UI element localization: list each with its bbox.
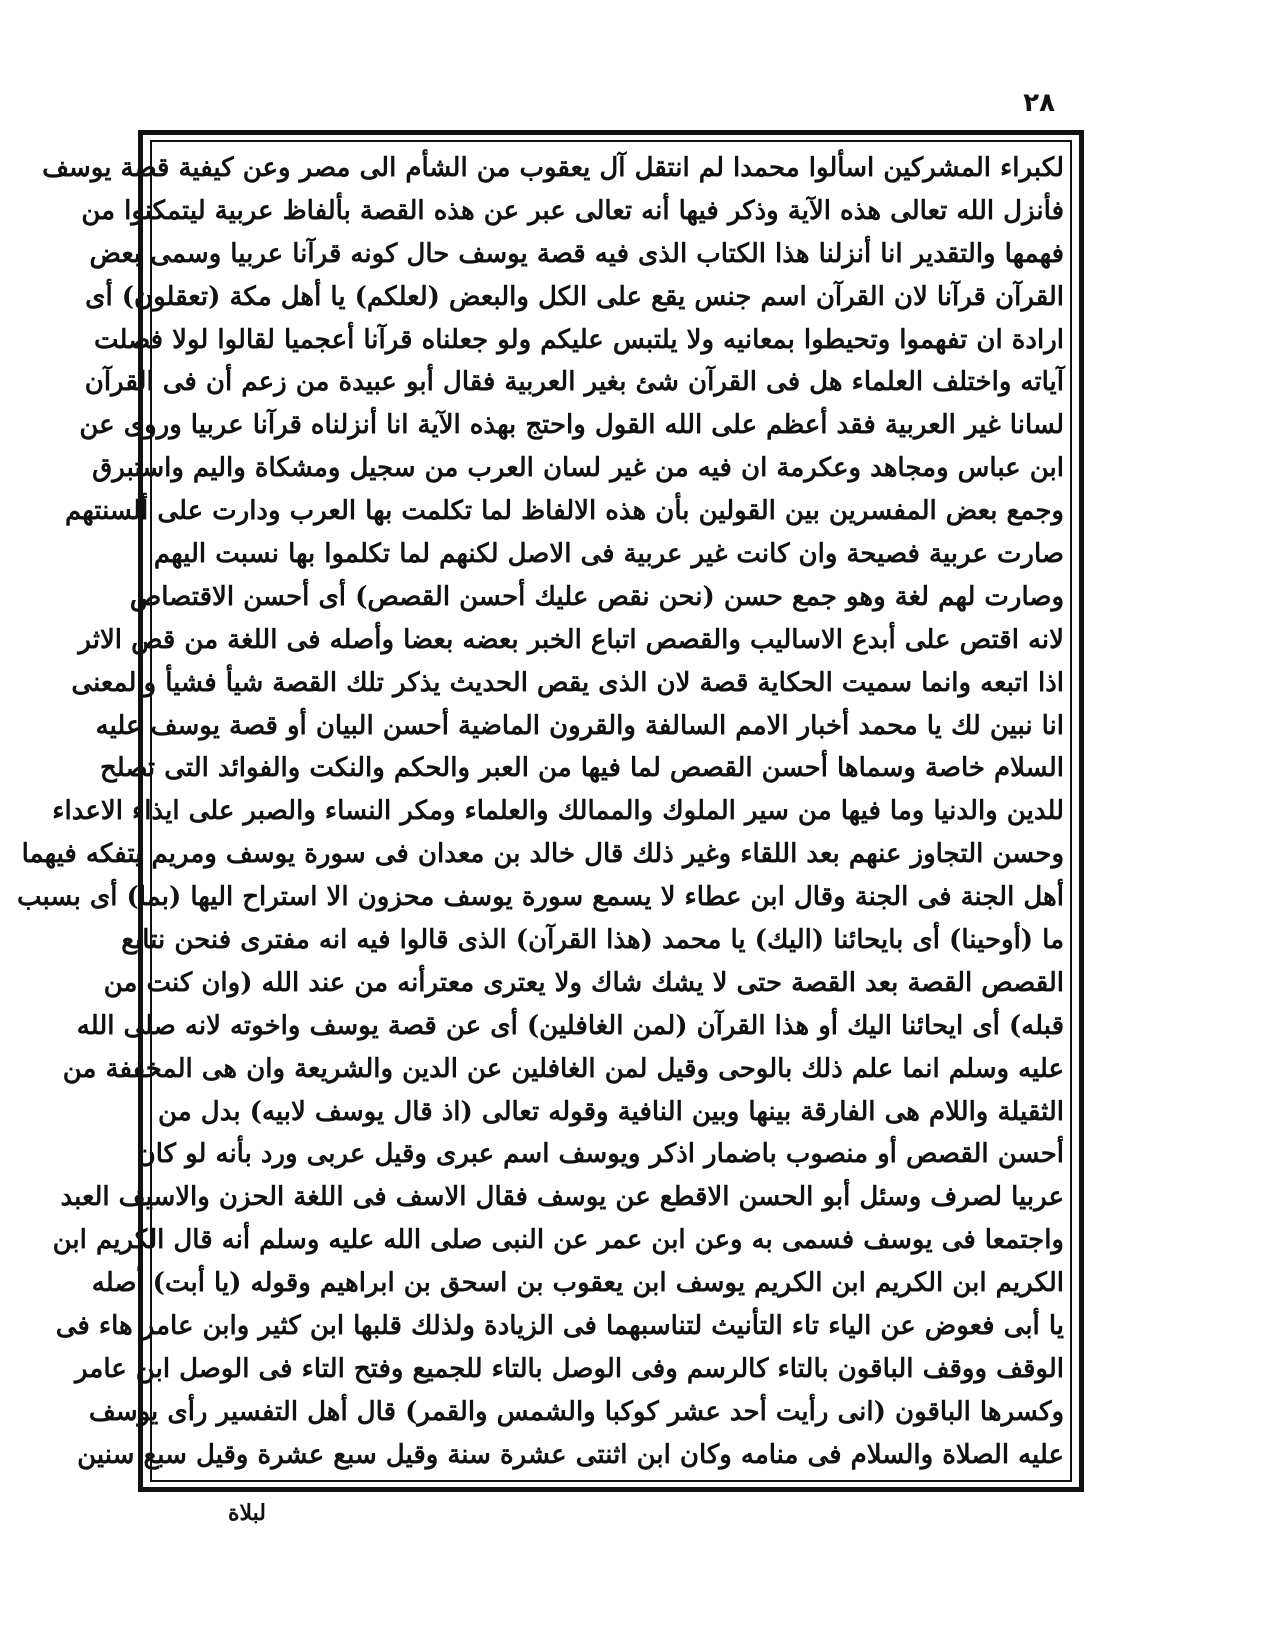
text-line: واجتمعا فى يوسف فسمى به وعن ابن عمر عن النبى صلى الله عليه وسلم أنه قال الكريم ابن xyxy=(52,1225,1064,1256)
text-line: يا أبى فعوض عن الياء تاء التأنيث لتناسبهما فى الزيادة ولذلك قلبها ابن كثير وابن عامر هاء فى xyxy=(55,1311,1064,1342)
text-line: ارادة ان تفهموا وتحيطوا بمعانيه ولا يلتبس عليكم ولو جعلناه قرآنا أعجميا لقالوا لولا فصلت xyxy=(93,324,1064,355)
text-line: السلام خاصة وسماها أحسن القصص لما فيها من العبر والحكم والنكت والفوائد التى تصلح xyxy=(99,753,1064,784)
text-line: صارت عربية فصيحة وان كانت غير عربية فى الاصل لكنهم لما تكلموا بها نسبت اليهم xyxy=(153,539,1064,570)
text-line: ما (أوحينا) أى بايحائنا (اليك) يا محمد (هذا القرآن) الذى قالوا فيه انه مفترى فنحن نتابع xyxy=(121,925,1064,956)
text-line: القرآن قرآنا لان القرآن اسم جنس يقع على الكل والبعض (لعلكم) يا أهل مكة (تعقلون) أى xyxy=(85,281,1064,312)
text-line: عليه الصلاة والسلام فى منامه وكان ابن اثنتى عشرة سنة وقيل سبع عشرة وقيل سبع سنين xyxy=(77,1439,1064,1470)
text-line: وحسن التجاوز عنهم بعد اللقاء وغير ذلك قال خالد بن معدان فى سورة يوسف ومريم يتفكه فيهما xyxy=(21,839,1064,870)
text-line: انا نبين لك يا محمد أخبار الامم السالفة والقرون الماضية أحسن البيان أو قصة يوسف عليه xyxy=(95,710,1064,741)
text-line: للدين والدنيا وما فيها من سير الملوك والممالك والعلماء ومكر النساء والصبر على ايذاء الاعداء xyxy=(52,796,1064,827)
text-line: اذا اتبعه وانما سميت الحكاية قصة لان الذى يقص الحديث يذكر تلك القصة شيأ فشيأ والمعنى xyxy=(71,667,1064,698)
text-line: آياته واختلف العلماء هل فى القرآن شئ بغير العربية فقال أبو عبيدة من زعم أن فى القرآن xyxy=(84,367,1064,398)
text-line: ابن عباس ومجاهد وعكرمة ان فيه من غير لسان العرب من سجيل ومشكاة واليم واستبرق xyxy=(92,453,1064,484)
text-line: لكبراء المشركين اسألوا محمدا لم انتقل آل يعقوب من الشأم الى مصر وعن كيفية قصة يوسف xyxy=(42,153,1064,183)
text-line: وجمع بعض المفسرين بين القولين بأن هذه الالفاظ لما تكلمت بها العرب ودارت على ألسنتهم xyxy=(64,496,1064,527)
page-number: ٢٨ xyxy=(1023,88,1055,118)
catchword: لبلاة xyxy=(228,1500,266,1526)
text-line: القصص القصة بعد القصة حتى لا يشك شاك ولا يعترى معترأنه من عند الله (وان كنت من xyxy=(103,967,1064,998)
text-line: عليه وسلم انما علم ذلك بالوحى وقيل لمن الغافلين عن الدين والشريعة وان هى المخففة من xyxy=(62,1053,1064,1084)
text-line: الكريم ابن الكريم ابن الكريم يوسف ابن يعقوب بن اسحق بن ابراهيم وقوله (يا أبت) أصله xyxy=(91,1268,1064,1299)
text-line: فأنزل الله تعالى هذه الآية وذكر فيها أنه تعالى عبر عن هذه القصة بألفاظ عربية ليتمكنوا من xyxy=(81,195,1064,226)
text-line: أهل الجنة فى الجنة وقال ابن عطاء لا يسمع سورة يوسف محزون الا استراح اليها (بما) أى بسبب xyxy=(17,882,1064,913)
text-line: عربيا لصرف وسئل أبو الحسن الاقطع عن يوسف فقال الاسف فى اللغة الحزن والاسيف العبد xyxy=(60,1182,1064,1213)
text-line: فهمها والتقدير انا أنزلنا هذا الكتاب الذى فيه قصة يوسف حال كونه قرآنا عربيا وسمى بعض xyxy=(89,238,1064,269)
text-line: لسانا غير العربية فقد أعظم على الله القول واحتج بهذه الآية انا أنزلناه قرآنا عربيا وروى عن xyxy=(79,410,1064,441)
text-line: الوقف ووقف الباقون بالتاء كالرسم وفى الوصل بالتاء للجميع وفتح التاء فى الوصل ابن عامر xyxy=(75,1353,1064,1384)
text-line: وصارت لهم لغة وهو جمع حسن (نحن نقص عليك أحسن القصص) أى أحسن الاقتصاص xyxy=(129,581,1064,612)
text-line: وكسرها الباقون (انى رأيت أحد عشر كوكبا والشمس والقمر) قال أهل التفسير رأى يوسف xyxy=(88,1396,1064,1427)
text-line: أحسن القصص أو منصوب باضمار اذكر ويوسف اسم عبرى وقيل عربى ورد بأنه لو كان xyxy=(136,1139,1064,1170)
text-line: لانه اقتص على أبدع الاساليب والقصص اتباع الخبر بعضه بعضا وأصله فى اللغة من قص الاثر xyxy=(78,624,1064,655)
text-line: الثقيلة واللام هى الفارقة بينها وبين النافية وقوله تعالى (اذ قال يوسف لابيه) بدل من xyxy=(158,1096,1064,1127)
text-line: قبله) أى ايحائنا اليك أو هذا القرآن (لمن الغافلين) أى عن قصة يوسف واخوته لانه صلى الله xyxy=(76,1010,1064,1041)
text-block xyxy=(17,148,1066,1478)
